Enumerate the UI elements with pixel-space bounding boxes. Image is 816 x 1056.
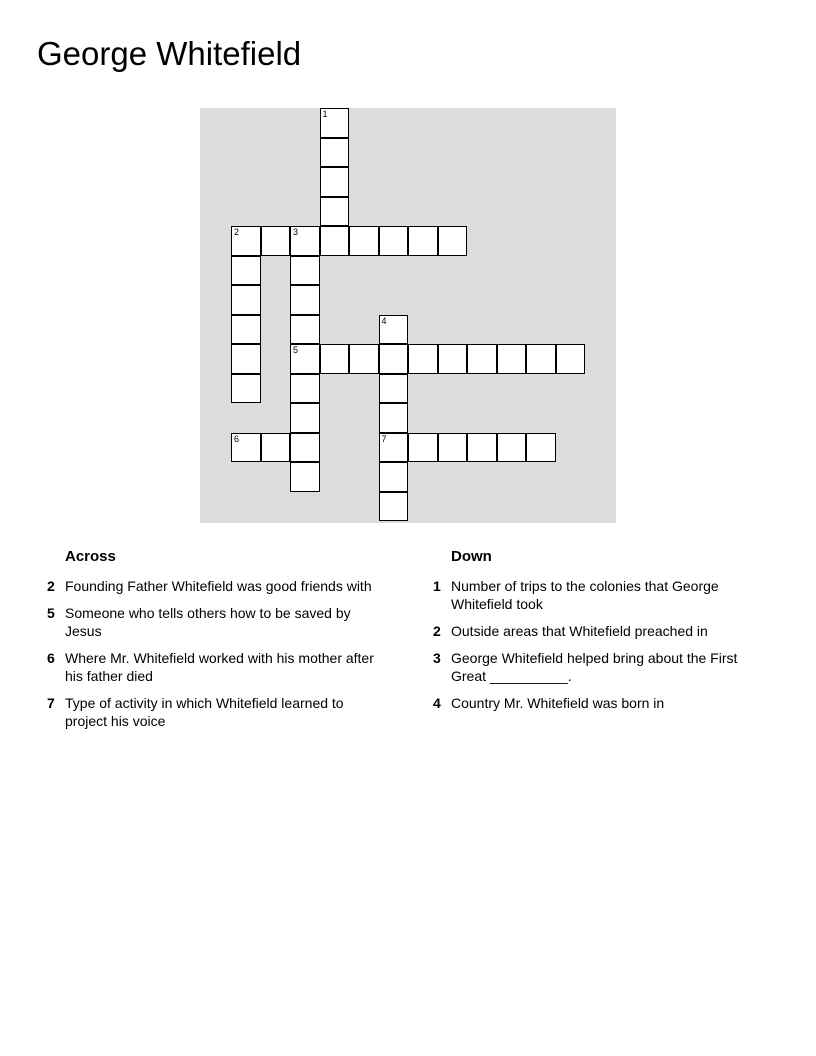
- clue-text: Outside areas that Whitefield preached in: [451, 623, 708, 639]
- down-clues: [433, 546, 763, 721]
- cell-number: 4: [381, 315, 387, 326]
- clue-number: 6: [47, 650, 55, 666]
- cell-number: 1: [322, 109, 328, 119]
- clue-text: Founding Father Whitefield was good friends with: [65, 578, 372, 594]
- crossword-cell[interactable]: [526, 433, 556, 463]
- crossword-cell[interactable]: [467, 344, 497, 374]
- clue-number: 4: [433, 695, 441, 711]
- crossword-cell[interactable]: [290, 256, 320, 286]
- crossword-cell[interactable]: [320, 226, 350, 256]
- crossword-cell[interactable]: [497, 433, 527, 463]
- crossword-cell[interactable]: [290, 285, 320, 315]
- across-clue: [47, 694, 377, 730]
- crossword-cell[interactable]: [379, 462, 409, 492]
- cell-number: 2: [234, 227, 240, 237]
- cell-number: 7: [381, 433, 387, 444]
- crossword-cell[interactable]: [290, 433, 320, 463]
- page-title: George Whitefield: [37, 35, 302, 72]
- crossword-cell[interactable]: [290, 374, 320, 404]
- crossword-cell[interactable]: [438, 344, 468, 374]
- crossword-cell[interactable]: [290, 344, 320, 374]
- crossword-cell[interactable]: [556, 344, 586, 374]
- crossword-grid: [200, 108, 616, 523]
- cell-number: 5: [293, 345, 299, 355]
- cell-number: 6: [234, 433, 240, 444]
- crossword-cell[interactable]: [231, 344, 261, 374]
- clue-number: 7: [47, 695, 55, 711]
- across-clue: [47, 604, 377, 640]
- crossword-cell[interactable]: [290, 315, 320, 345]
- down-clue: [433, 577, 763, 613]
- crossword-cell[interactable]: [379, 433, 409, 463]
- crossword-cell[interactable]: [497, 344, 527, 374]
- crossword-cell[interactable]: [320, 344, 350, 374]
- down-clue: [433, 694, 763, 712]
- crossword-cell[interactable]: [408, 344, 438, 374]
- clue-text: Number of trips to the colonies that George Whitefield took: [451, 578, 719, 612]
- clue-text: Type of activity in which Whitefield learned to project his voice: [65, 695, 344, 729]
- clue-number: 2: [433, 623, 441, 639]
- crossword-cell[interactable]: [379, 492, 409, 522]
- clue-number: 3: [433, 650, 441, 666]
- crossword-cell[interactable]: [231, 433, 261, 463]
- crossword-cell[interactable]: [438, 433, 468, 463]
- crossword-cell[interactable]: [379, 403, 409, 433]
- crossword-cell[interactable]: [231, 374, 261, 404]
- crossword-cell[interactable]: [231, 256, 261, 286]
- crossword-cell[interactable]: [290, 403, 320, 433]
- crossword-cell[interactable]: [320, 108, 350, 138]
- crossword-cell[interactable]: [261, 433, 291, 463]
- crossword-cell[interactable]: [231, 226, 261, 256]
- clue-text: Country Mr. Whitefield was born in: [451, 695, 665, 711]
- clue-number: 5: [47, 605, 55, 621]
- crossword-cell[interactable]: [408, 433, 438, 463]
- crossword-cell[interactable]: [379, 226, 409, 256]
- cell-number: 3: [293, 227, 299, 237]
- crossword-cell[interactable]: [379, 374, 409, 404]
- crossword-cell[interactable]: [231, 315, 261, 345]
- down-clue: [433, 622, 763, 640]
- crossword-cell[interactable]: [349, 226, 379, 256]
- crossword-cell[interactable]: [320, 167, 350, 197]
- crossword-cell[interactable]: [438, 226, 468, 256]
- down-clue: [433, 649, 763, 685]
- across-heading: Across: [65, 548, 116, 565]
- crossword-cell[interactable]: [467, 433, 497, 463]
- crossword-cell[interactable]: [320, 138, 350, 168]
- crossword-cell[interactable]: [320, 197, 350, 227]
- crossword-cell[interactable]: [379, 315, 409, 345]
- clue-text: George Whitefield helped bring about the First Great __________.: [451, 650, 738, 684]
- crossword-cell[interactable]: [526, 344, 556, 374]
- across-clue: [47, 577, 377, 595]
- clue-text: Where Mr. Whitefield worked with his mother after his father died: [65, 650, 374, 684]
- clue-number: 2: [47, 578, 55, 594]
- crossword-cell[interactable]: [349, 344, 379, 374]
- across-clue: [47, 649, 377, 685]
- crossword-cell[interactable]: [231, 285, 261, 315]
- crossword-cell[interactable]: [408, 226, 438, 256]
- clue-text: Someone who tells others how to be saved by Jesus: [65, 605, 351, 639]
- crossword-cell[interactable]: [290, 462, 320, 492]
- down-heading: Down: [451, 548, 492, 565]
- crossword-cell[interactable]: [261, 226, 291, 256]
- across-clues: [47, 546, 377, 739]
- crossword-cell[interactable]: [379, 344, 409, 374]
- clue-number: 1: [433, 578, 441, 594]
- crossword-cell[interactable]: [290, 226, 320, 256]
